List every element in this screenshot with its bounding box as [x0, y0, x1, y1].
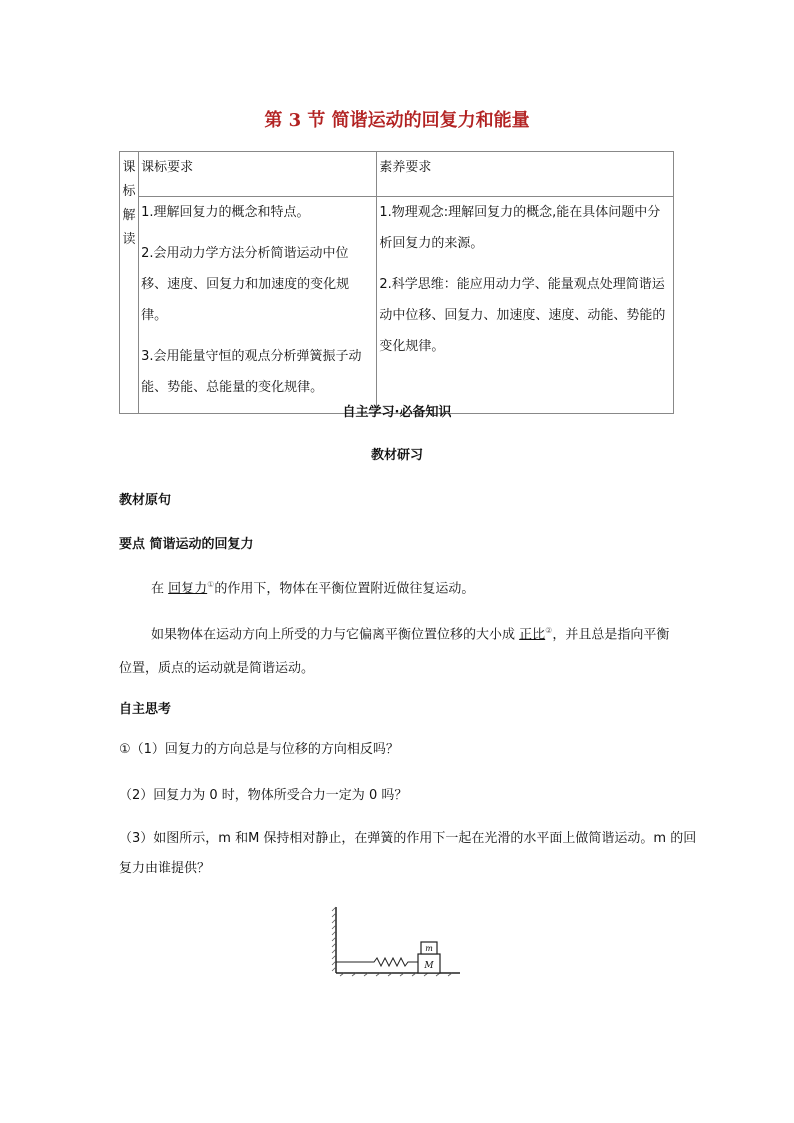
text: 如果物体在运动方向上所受的力与它偏离平衡位置位移的大小成: [151, 627, 520, 643]
text: ，并且总是指向平衡位置，质点的运动就是简谐运动。: [119, 627, 670, 677]
col1-header: 课标要求: [139, 152, 377, 197]
col2-header: 素养要求: [377, 152, 674, 197]
term-restoring-force: 回复力: [168, 581, 208, 597]
text: 的作用下，物体在平衡位置附近做往复运动。: [214, 581, 475, 597]
literacy-item: 1.物理观念:理解回复力的概念,能在具体问题中分析回复力的来源。: [379, 205, 661, 251]
block-large-label: M: [424, 961, 434, 971]
subsection-heading: 教材研习: [370, 448, 423, 463]
question-2: （2）回复力为 0 时，物体所受合力一定为 0 吗？: [119, 788, 408, 803]
requirement-item: 3.会用能量守恒的观点分析弹簧振子动能、势能、总能量的变化规律。: [141, 349, 362, 395]
requirements-table: [119, 151, 674, 414]
side-char: 课: [122, 160, 136, 175]
side-char: 标: [122, 184, 136, 199]
term-proportional: 正比: [519, 627, 546, 643]
heading-self-thinking: 自主思考: [119, 702, 172, 717]
paragraph-2: [119, 614, 679, 686]
footnote-mark: ①: [207, 580, 215, 589]
heading-textbook: 教材原句: [119, 493, 172, 508]
question-1: ①（1）回复力的方向总是与位移的方向相反吗？: [119, 742, 399, 757]
block-small-label: m: [425, 944, 433, 953]
side-char: 读: [122, 232, 136, 247]
footnote-mark: ②: [545, 626, 553, 635]
requirement-item: 1.理解回复力的概念和特点。: [141, 205, 310, 220]
spring-shape: [336, 958, 418, 966]
literacy-item: 2.科学思维：能应用动力学、能量观点处理简谐运动中位移、回复力、加速度、速度、动能、势能的变化规律。: [379, 277, 666, 354]
heading-keypoint: 要点 简谐运动的回复力: [119, 537, 254, 552]
spring-block-figure: [330, 905, 465, 977]
page-title: 第 3 节 简谐运动的回复力和能量: [264, 110, 530, 131]
side-char: 解: [122, 208, 136, 223]
side-label: [120, 152, 139, 414]
col1-cell: [139, 197, 377, 414]
text: 在: [151, 581, 169, 597]
col2-cell: [377, 197, 674, 414]
paragraph-1: [119, 568, 679, 606]
question-3: （3）如图所示，m 和M 保持相对静止，在弹簧的作用下一起在光滑的水平面上做简谐运动。m 的回复力由谁提供？: [119, 831, 697, 876]
requirement-item: 2.会用动力学方法分析简谐运动中位移、速度、回复力和加速度的变化规律。: [141, 246, 350, 323]
section-heading: 自主学习·必备知识: [342, 405, 452, 420]
